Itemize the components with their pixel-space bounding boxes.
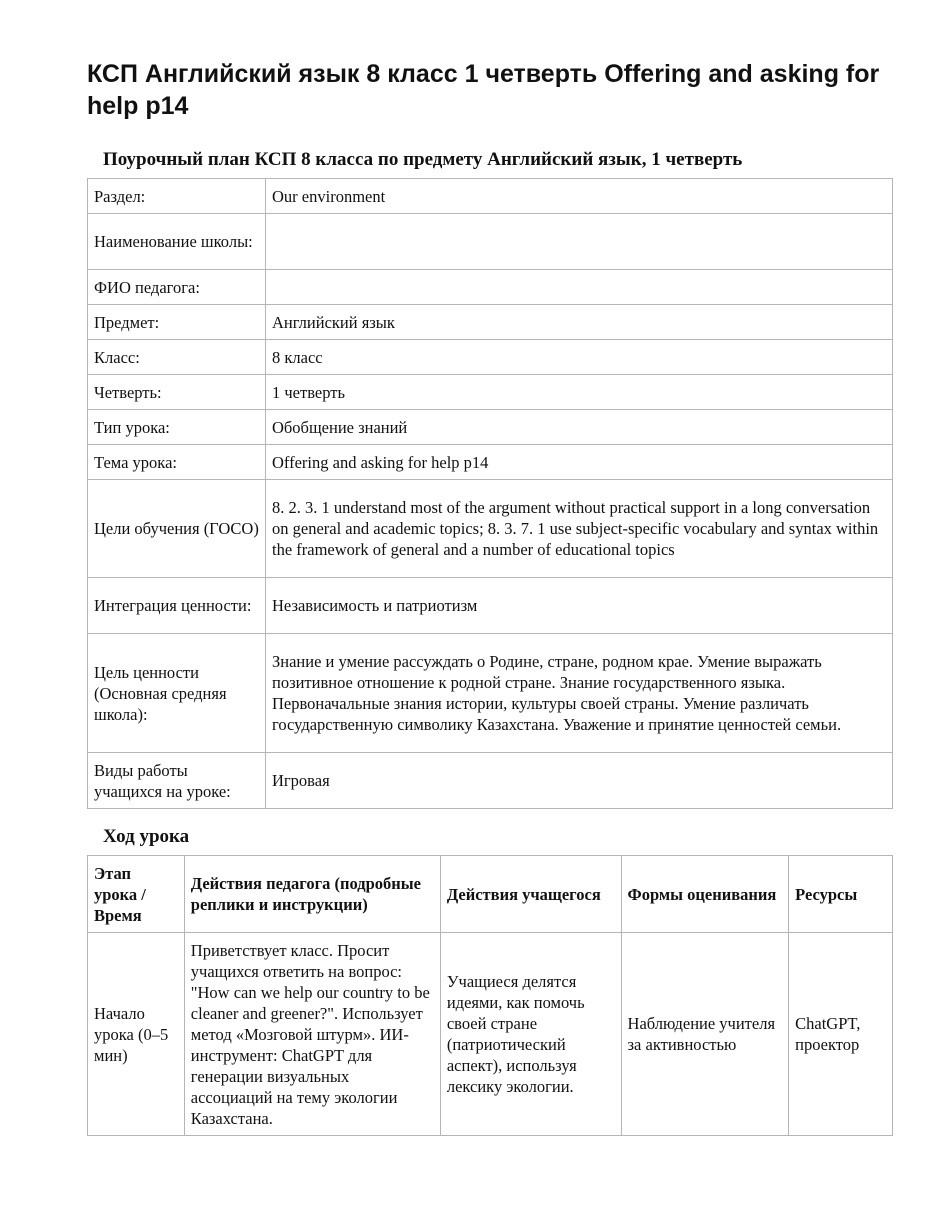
info-row-work-types	[88, 753, 893, 809]
info-value: 1 четверть	[266, 375, 893, 410]
lesson-cell-resources: ChatGPT, проектор	[789, 933, 893, 1136]
info-value	[266, 270, 893, 305]
lesson-info-table	[87, 178, 893, 809]
document-title: КСП Английский язык 8 класс 1 четверть Offering and asking for help p14	[87, 60, 880, 120]
info-row-lesson-type	[88, 410, 893, 445]
info-row-learning-goals	[88, 480, 893, 578]
header-resources: Ресурсы	[789, 856, 893, 933]
info-value	[266, 214, 893, 270]
lesson-cell-stage: Начало урока (0–5 мин)	[88, 933, 185, 1136]
info-row-value-goal	[88, 634, 893, 753]
info-row-value-integration	[88, 578, 893, 634]
info-value: Знание и умение рассуждать о Родине, стране, родном крае. Умение выражать позитивное отношение к родной стране. Знание государственного языка. Первоначальные знания истории, культуры своей страны. Умение различать государственную символику Казахстана. Уважение и принятие ценностей семьи.	[266, 634, 893, 753]
header-assessment: Формы оценивания	[621, 856, 789, 933]
lesson-cell-assessment: Наблюдение учителя за активностью	[621, 933, 789, 1136]
info-row-section	[88, 179, 893, 214]
info-row-subject	[88, 305, 893, 340]
info-key: Наименование школы:	[88, 214, 266, 270]
lesson-cell-teacher-actions: Приветствует класс. Просит учащихся ответить на вопрос: "How can we help our country to be cleaner and greener?". Использует метод «Мозговой штурм». ИИ-инструмент: ChatGPT для генерации визуальных ассоциаций на тему экологии Казахстана.	[184, 933, 440, 1136]
plan-heading: Поурочный план КСП 8 класса по предмету Английский язык, 1 четверть	[103, 149, 743, 170]
info-value: Our environment	[266, 179, 893, 214]
info-key: Раздел:	[88, 179, 266, 214]
info-value: Offering and asking for help p14	[266, 445, 893, 480]
lesson-cell-student-actions: Учащиеся делятся идеями, как помочь своей стране (патриотический аспект), используя лексику экологии.	[440, 933, 621, 1136]
info-value: 8. 2. 3. 1 understand most of the argument without practical support in a long conversation on general and academic topics; 8. 3. 7. 1 use subject-specific vocabulary and syntax within the framework of general and a number of educational topics	[266, 480, 893, 578]
header-stage: Этап урока / Время	[88, 856, 185, 933]
info-key: ФИО педагога:	[88, 270, 266, 305]
lesson-flow-table	[87, 855, 893, 1136]
info-value: Обобщение знаний	[266, 410, 893, 445]
info-key: Цель ценности (Основная средняя школа):	[88, 634, 266, 753]
lesson-row	[88, 933, 893, 1136]
info-key: Тип урока:	[88, 410, 266, 445]
info-key: Четверть:	[88, 375, 266, 410]
info-row-grade	[88, 340, 893, 375]
info-value: 8 класс	[266, 340, 893, 375]
lesson-heading: Ход урока	[103, 826, 190, 847]
info-key: Класс:	[88, 340, 266, 375]
info-key: Интеграция ценности:	[88, 578, 266, 634]
info-row-teacher	[88, 270, 893, 305]
header-student-actions: Действия учащегося	[440, 856, 621, 933]
info-key: Виды работы учащихся на уроке:	[88, 753, 266, 809]
info-row-school	[88, 214, 893, 270]
info-key: Предмет:	[88, 305, 266, 340]
info-value: Английский язык	[266, 305, 893, 340]
lesson-header-row	[88, 856, 893, 933]
info-value: Независимость и патриотизм	[266, 578, 893, 634]
info-key: Цели обучения (ГОСО)	[88, 480, 266, 578]
info-row-topic	[88, 445, 893, 480]
header-teacher-actions: Действия педагога (подробные реплики и инструкции)	[184, 856, 440, 933]
info-row-quarter	[88, 375, 893, 410]
info-value: Игровая	[266, 753, 893, 809]
document-page	[87, 58, 893, 1136]
info-key: Тема урока:	[88, 445, 266, 480]
